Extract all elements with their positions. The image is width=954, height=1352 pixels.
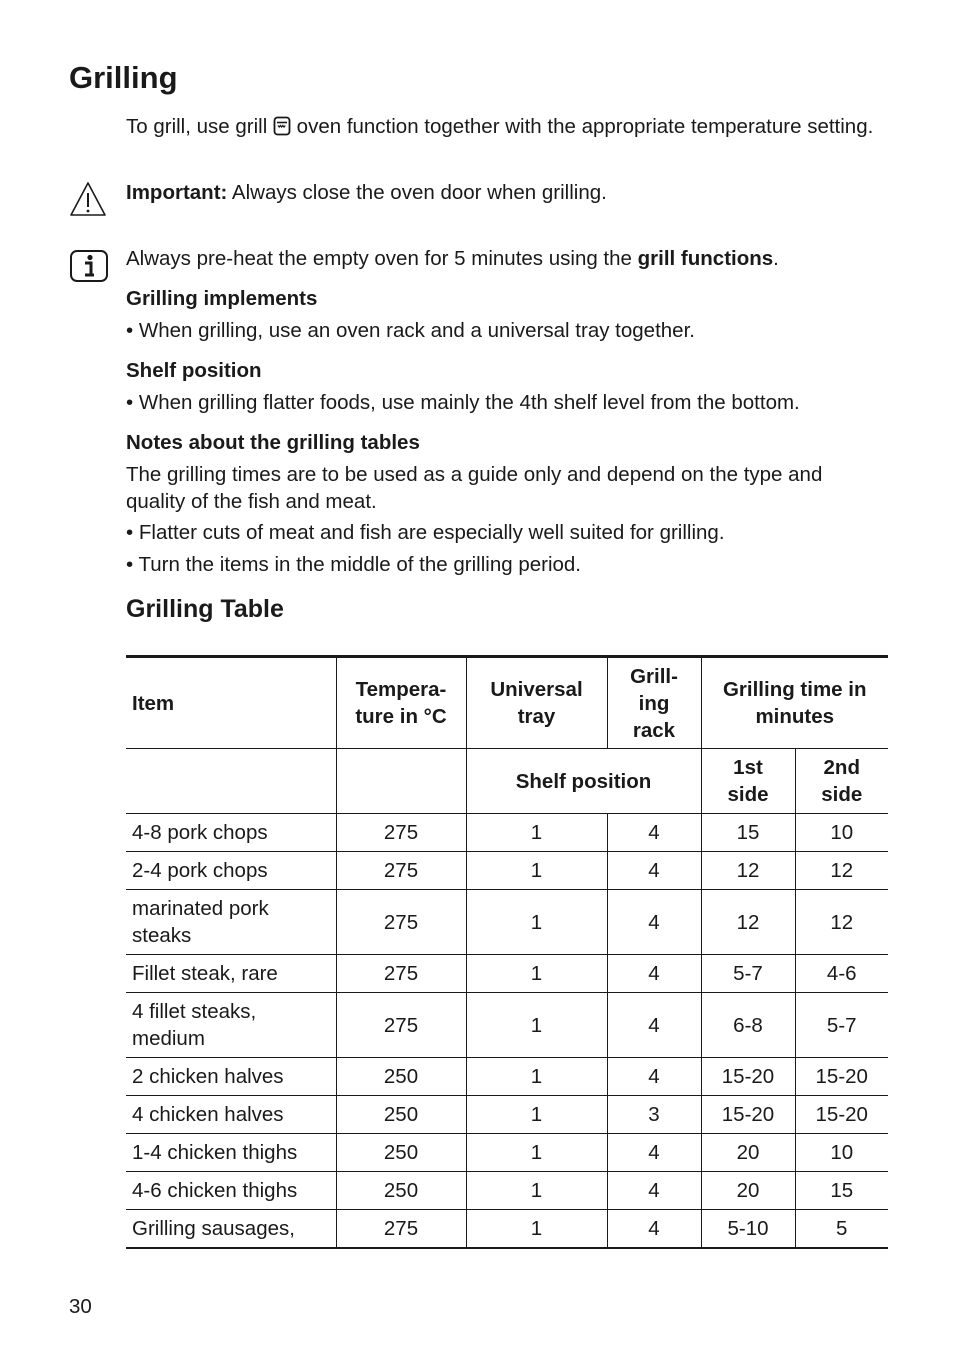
info-note: Always pre-heat the empty oven for 5 minutes using the grill functions. (126, 247, 779, 270)
table-row (126, 1172, 888, 1210)
cell-item: marinated pork steaks (126, 890, 336, 955)
cell-rack: 4 (607, 890, 701, 955)
cell-tray: 1 (466, 1134, 607, 1172)
shelf-bullet: • When grilling flatter foods, use mainly the 4th shelf level from the bottom. (126, 391, 800, 414)
cell-rack: 4 (607, 955, 701, 993)
cell-temperature: 250 (336, 1134, 466, 1172)
cell-second-side: 4-6 (795, 955, 888, 993)
notes-bullet-2: • Turn the items in the middle of the grilling period. (126, 553, 581, 576)
grill-function-icon (273, 116, 291, 143)
cell-item: 2 chicken halves (126, 1058, 336, 1096)
cell-rack: 4 (607, 1172, 701, 1210)
cell-temperature: 250 (336, 1096, 466, 1134)
cell-second-side: 5-7 (795, 993, 888, 1058)
cell-tray: 1 (466, 1172, 607, 1210)
table-row (126, 890, 888, 955)
table-row (126, 1058, 888, 1096)
cell-rack: 4 (607, 1134, 701, 1172)
info-icon (70, 250, 108, 287)
cell-second-side: 5 (795, 1210, 888, 1249)
table-header-row (126, 657, 888, 749)
cell-first-side: 20 (701, 1134, 795, 1172)
notes-heading: Notes about the grilling tables (126, 431, 420, 454)
cell-temperature: 275 (336, 814, 466, 852)
warning-icon (69, 181, 107, 222)
cell-second-side: 15-20 (795, 1096, 888, 1134)
implements-bullet: • When grilling, use an oven rack and a universal tray together. (126, 319, 695, 342)
important-note: Important: Always close the oven door when grilling. (126, 181, 607, 204)
cell-second-side: 15 (795, 1172, 888, 1210)
cell-temperature: 275 (336, 1210, 466, 1249)
cell-rack: 4 (607, 1058, 701, 1096)
cell-second-side: 12 (795, 852, 888, 890)
cell-rack: 4 (607, 814, 701, 852)
cell-first-side: 5-10 (701, 1210, 795, 1249)
cell-item: Grilling sausages, (126, 1210, 336, 1249)
cell-temperature: 275 (336, 890, 466, 955)
cell-tray: 1 (466, 814, 607, 852)
header-item: Item (126, 657, 336, 749)
cell-item: 4-8 pork chops (126, 814, 336, 852)
header-shelf-position: Shelf position (466, 749, 701, 814)
cell-first-side: 20 (701, 1172, 795, 1210)
cell-tray: 1 (466, 1210, 607, 1249)
cell-temperature: 275 (336, 993, 466, 1058)
shelf-heading: Shelf position (126, 359, 262, 382)
cell-temperature: 250 (336, 1172, 466, 1210)
grilling-table-title: Grilling Table (126, 595, 284, 623)
cell-rack: 4 (607, 852, 701, 890)
table-row (126, 993, 888, 1058)
cell-first-side: 12 (701, 852, 795, 890)
cell-item: 4-6 chicken thighs (126, 1172, 336, 1210)
cell-rack: 3 (607, 1096, 701, 1134)
cell-first-side: 15 (701, 814, 795, 852)
table-row (126, 814, 888, 852)
cell-tray: 1 (466, 955, 607, 993)
cell-tray: 1 (466, 890, 607, 955)
cell-tray: 1 (466, 1058, 607, 1096)
grilling-table (126, 655, 888, 1249)
header-first-side: 1st side (701, 749, 795, 814)
cell-first-side: 15-20 (701, 1096, 795, 1134)
cell-first-side: 6-8 (701, 993, 795, 1058)
cell-second-side: 10 (795, 1134, 888, 1172)
notes-paragraph: The grilling times are to be used as a guide only and depend on the type and quality of the fish and meat. (126, 463, 823, 513)
cell-first-side: 12 (701, 890, 795, 955)
cell-item: 1-4 chicken thighs (126, 1134, 336, 1172)
cell-first-side: 15-20 (701, 1058, 795, 1096)
intro-paragraph: To grill, use grill oven function together with the appropriate temperature setting. (126, 113, 896, 143)
cell-rack: 4 (607, 993, 701, 1058)
header-grilling-time: Grilling time in minutes (701, 657, 888, 749)
cell-second-side: 15-20 (795, 1058, 888, 1096)
cell-second-side: 10 (795, 814, 888, 852)
cell-item: 4 chicken halves (126, 1096, 336, 1134)
cell-tray: 1 (466, 852, 607, 890)
table-row (126, 1134, 888, 1172)
table-row (126, 955, 888, 993)
table-row (126, 852, 888, 890)
header-grilling-rack: Grill- ing rack (607, 657, 701, 749)
cell-temperature: 275 (336, 852, 466, 890)
table-subheader-row (126, 749, 888, 814)
page-number: 30 (69, 1295, 92, 1318)
cell-item: Fillet steak, rare (126, 955, 336, 993)
cell-second-side: 12 (795, 890, 888, 955)
notes-bullet-1: • Flatter cuts of meat and fish are especially well suited for grilling. (126, 521, 725, 544)
cell-temperature: 275 (336, 955, 466, 993)
cell-rack: 4 (607, 1210, 701, 1249)
table-row (126, 1210, 888, 1249)
page-title: Grilling (69, 60, 178, 95)
header-universal-tray: Universal tray (466, 657, 607, 749)
cell-item: 4 fillet steaks, medium (126, 993, 336, 1058)
cell-tray: 1 (466, 1096, 607, 1134)
header-second-side: 2nd side (795, 749, 888, 814)
cell-tray: 1 (466, 993, 607, 1058)
cell-temperature: 250 (336, 1058, 466, 1096)
table-row (126, 1096, 888, 1134)
header-temperature: Tempera- ture in °C (336, 657, 466, 749)
cell-item: 2-4 pork chops (126, 852, 336, 890)
cell-first-side: 5-7 (701, 955, 795, 993)
implements-heading: Grilling implements (126, 287, 318, 310)
